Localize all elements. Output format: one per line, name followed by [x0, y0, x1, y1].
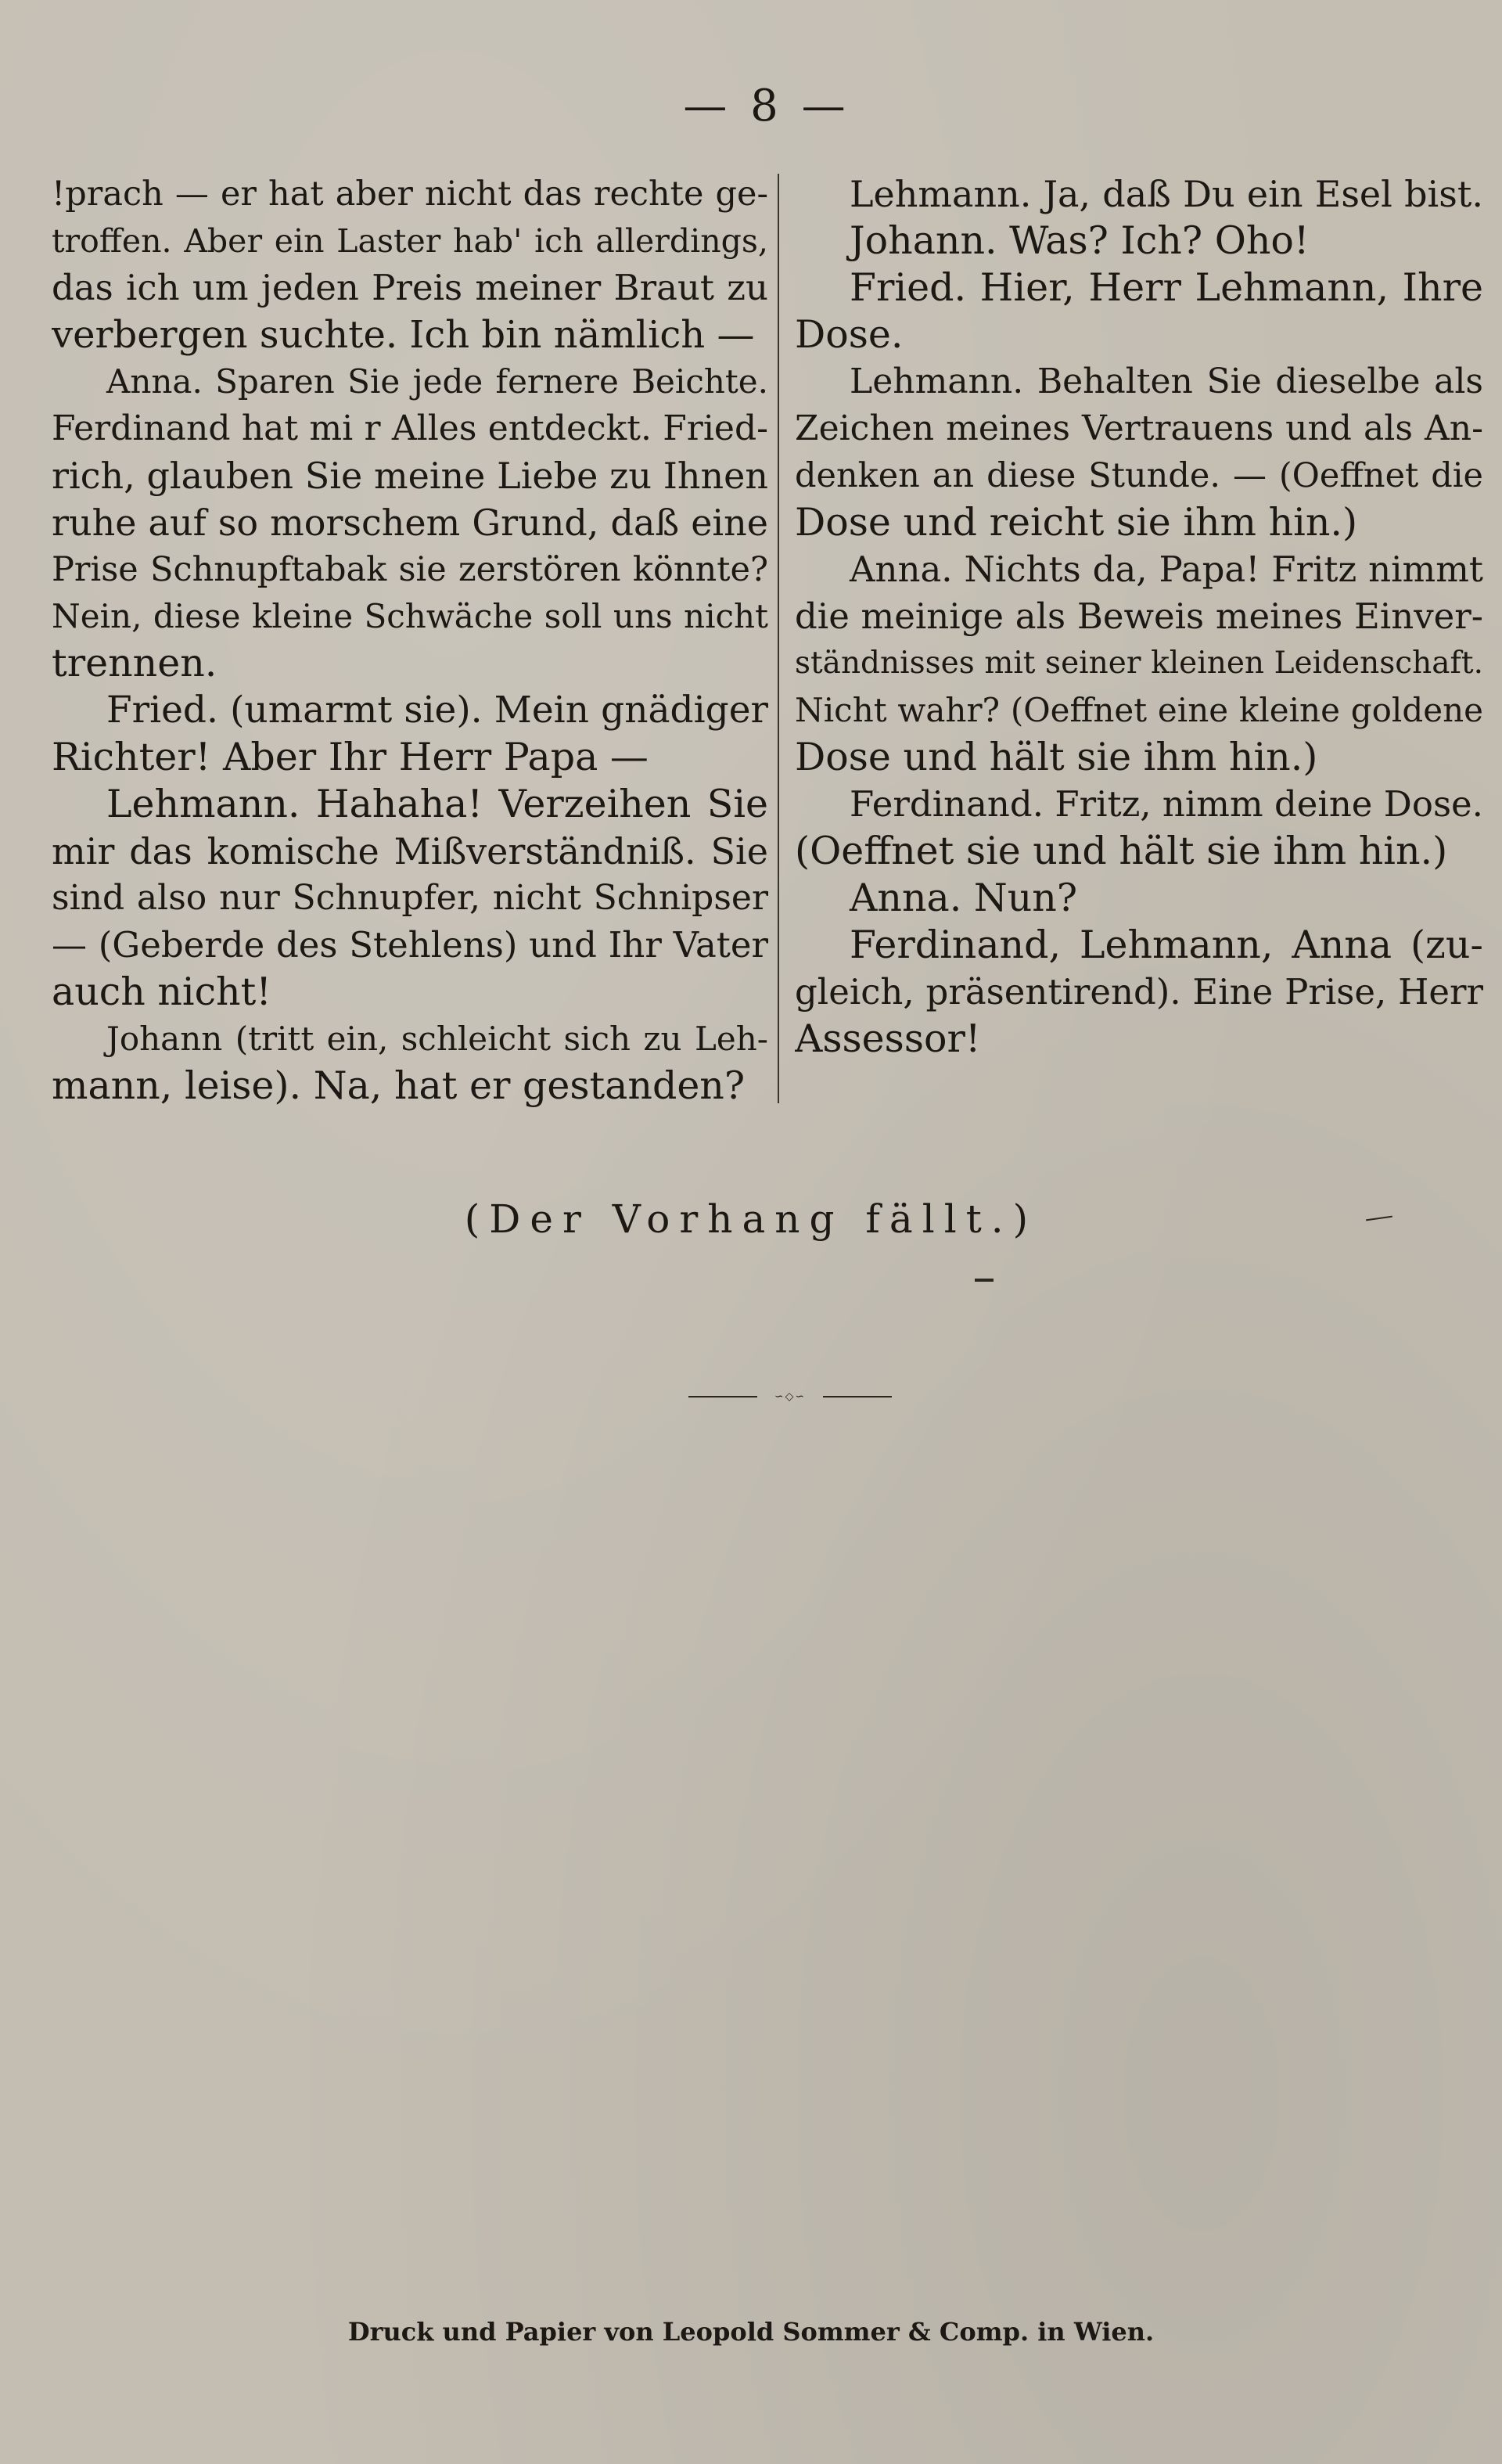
- right-column-line: Dose und hält sie ihm hin.): [795, 735, 1318, 779]
- ornament-line-right: [823, 1396, 892, 1397]
- left-column-line: rich, glauben Sie meine Liebe zu Ihnen: [52, 455, 768, 497]
- right-column-line: gleich, präsentirend). Eine Prise, Herr: [795, 971, 1483, 1013]
- right-column-line: Dose.: [795, 312, 904, 357]
- column-divider: [778, 174, 779, 1103]
- closing-stage-direction: (Der Vorhang fällt.): [464, 1196, 1038, 1242]
- left-column-line: troffen. Aber ein Laster hab' ich allerdings,: [52, 222, 768, 260]
- left-column-line: Richter! Aber Ihr Herr Papa —: [52, 735, 649, 779]
- left-column-line: auch nicht!: [52, 969, 271, 1014]
- right-column-line: ständnisses mit seiner kleinen Leidenschaft.: [795, 646, 1483, 681]
- left-column-line: !prach — er hat aber nicht das rechte ge-: [52, 174, 768, 214]
- right-column-line: Johann. Was? Ich? Oho!: [850, 218, 1310, 263]
- right-column-line: (Oeffnet sie und hält sie ihm hin.): [795, 829, 1448, 873]
- left-column-line: Prise Schnupftabak sie zerstören könnte?: [52, 550, 768, 589]
- left-column-line: mir das komische Mißverständniß. Sie: [52, 830, 768, 872]
- right-column-line: Dose und reicht sie ihm hin.): [795, 500, 1358, 545]
- left-column-line: Fried. (umarmt sie). Mein gnädiger: [106, 689, 768, 732]
- right-column-line: Assessor!: [795, 1016, 981, 1061]
- right-column-line: Ferdinand. Fritz, nimm deine Dose.: [850, 783, 1483, 825]
- left-column-line: Johann (tritt ein, schleicht sich zu Leh-: [106, 1020, 768, 1058]
- ornament-flourish-icon: ∽◇∽: [774, 1390, 807, 1403]
- right-column-line: denken an diese Stunde. — (Oeffnet die: [795, 456, 1483, 495]
- right-column-line: Anna. Nichts da, Papa! Fritz nimmt: [850, 549, 1483, 590]
- right-column-line: Nicht wahr? (Oeffnet eine kleine goldene: [795, 691, 1483, 729]
- left-column-line: Nein, diese kleine Schwäche soll uns nicht: [52, 597, 768, 635]
- right-column-line: Lehmann. Behalten Sie dieselbe als: [850, 362, 1483, 401]
- right-column-line: Ferdinand, Lehmann, Anna (zu-: [850, 923, 1483, 967]
- page-number: — 8 —: [683, 81, 850, 131]
- left-text-column: [52, 171, 768, 1110]
- ink-smudge: [975, 1279, 994, 1282]
- left-column-line: ruhe auf so morschem Grund, daß eine: [52, 502, 768, 544]
- left-column-line: trennen.: [52, 641, 217, 685]
- left-column-line: verbergen suchte. Ich bin nämlich —: [52, 313, 755, 357]
- ornament-line-left: [688, 1396, 757, 1397]
- left-column-line: mann, leise). Na, hat er gestanden?: [52, 1063, 746, 1108]
- right-column-line: Anna. Nun?: [850, 876, 1078, 920]
- ink-mark: [1366, 1216, 1392, 1221]
- right-column-line: die meinige als Beweis meines Einver-: [795, 595, 1483, 637]
- left-column-line: — (Geberde des Stehlens) und Ihr Vater: [52, 924, 768, 966]
- left-column-line: Ferdinand hat mi r Alles entdeckt. Fried-: [52, 408, 768, 448]
- printer-imprint: Druck und Papier von Leopold Sommer & Comp. in Wien.: [347, 2317, 1155, 2347]
- ornament-divider: [688, 1391, 892, 1402]
- right-text-column: [795, 171, 1483, 1063]
- right-column-line: Lehmann. Ja, daß Du ein Esel bist.: [850, 173, 1483, 215]
- left-column-line: Lehmann. Hahaha! Verzeihen Sie: [106, 782, 768, 826]
- left-column-line: das ich um jeden Preis meiner Braut zu: [52, 267, 768, 308]
- right-column-line: Zeichen meines Vertrauens und als An-: [795, 408, 1483, 448]
- left-column-line: Anna. Sparen Sie jede fernere Beichte.: [106, 362, 768, 401]
- left-column-line: sind also nur Schnupfer, nicht Schnipser: [52, 878, 768, 918]
- right-column-line: Fried. Hier, Herr Lehmann, Ihre: [850, 265, 1483, 310]
